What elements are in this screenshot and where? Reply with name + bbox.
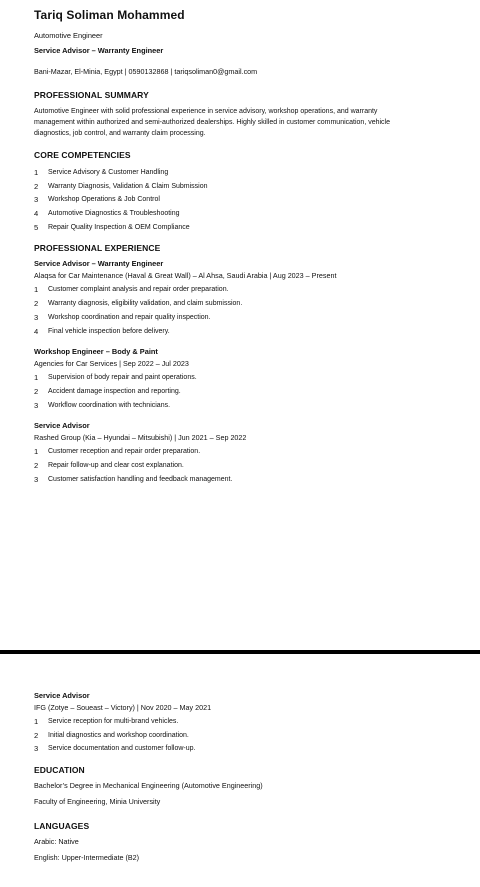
- resume-page-2: [0, 654, 480, 887]
- secondary-title: Service Advisor – Warranty Engineer: [34, 46, 164, 55]
- education-heading: EDUCATION: [34, 765, 85, 776]
- job-employer-dates: Agencies for Car Services | Sep 2022 – Jul 2023: [34, 359, 189, 369]
- list-text: Customer complaint analysis and repair order preparation.: [48, 286, 229, 294]
- job-title: Service Advisor – Warranty Engineer: [34, 259, 164, 269]
- list-number: 2: [34, 730, 39, 740]
- experience-heading: PROFESSIONAL EXPERIENCE: [34, 243, 161, 254]
- languages-heading: LANGUAGES: [34, 821, 90, 832]
- job-employer-dates: Alaqsa for Car Maintenance (Haval & Great Wall) – Al Ahsa, Saudi Arabia | Aug 2023 – Present: [34, 271, 337, 281]
- list-text: Workflow coordination with technicians.: [48, 401, 171, 409]
- list-text: Supervision of body repair and paint operations.: [48, 374, 197, 382]
- list-number: 1: [34, 285, 39, 295]
- list-item: [34, 742, 480, 756]
- job-title: Workshop Engineer – Body & Paint: [34, 347, 158, 357]
- list-number: 3: [34, 744, 39, 754]
- list-number: 2: [34, 386, 39, 396]
- summary-text: [34, 106, 446, 139]
- list-item: [34, 729, 480, 743]
- list-number: 1: [34, 168, 39, 177]
- list-item: [34, 371, 480, 385]
- list-number: 4: [34, 209, 39, 219]
- list-number: 4: [34, 326, 39, 336]
- list-number: 3: [34, 474, 39, 484]
- list-text: Final vehicle inspection before delivery.: [48, 327, 170, 335]
- list-text: Service Advisory & Customer Handling: [48, 169, 169, 176]
- candidate-name: Tariq Soliman Mohammed: [34, 8, 185, 22]
- list-text: Automotive Diagnostics & Troubleshooting: [48, 210, 180, 218]
- summary-line: Automotive Engineer with solid professional experience in service advisory, workshop operations, and warranty: [34, 108, 378, 115]
- list-text: Service reception for multi-brand vehicles.: [48, 718, 179, 725]
- list-text: Initial diagnostics and workshop coordination.: [48, 731, 189, 739]
- list-number: 2: [34, 299, 39, 309]
- list-item: [34, 445, 480, 459]
- list-text: Workshop coordination and repair quality inspection.: [48, 313, 211, 321]
- list-number: 2: [34, 181, 39, 191]
- list-text: Repair follow-up and clear cost explanation.: [48, 461, 184, 469]
- language-item: Arabic: Native: [34, 837, 79, 847]
- list-item: [34, 385, 480, 399]
- list-number: 1: [34, 717, 39, 726]
- list-item: [34, 399, 480, 413]
- list-item: [34, 297, 480, 311]
- list-item: [34, 311, 480, 325]
- list-number: 3: [34, 195, 39, 205]
- list-text: Customer satisfaction handling and feedback management.: [48, 475, 233, 483]
- job-duties-list: [34, 371, 480, 412]
- list-number: 5: [34, 222, 39, 232]
- list-number: 2: [34, 460, 39, 470]
- list-item: [34, 180, 480, 194]
- list-number: 3: [34, 400, 39, 410]
- summary-heading: PROFESSIONAL SUMMARY: [34, 90, 149, 100]
- list-item: [34, 283, 480, 297]
- job-employer-dates: Rashed Group (Kia – Hyundai – Mitsubishi) | Jun 2021 – Sep 2022: [34, 433, 247, 443]
- list-number: 1: [34, 447, 39, 457]
- list-item: [34, 221, 480, 235]
- list-text: Warranty diagnosis, eligibility validation, and claim submission.: [48, 300, 243, 308]
- list-text: Accident damage inspection and reporting.: [48, 387, 181, 395]
- competencies-list: [34, 166, 480, 234]
- job-duties-list: [34, 283, 480, 338]
- job-duties-list: [34, 445, 480, 486]
- list-text: Warranty Diagnosis, Validation & Claim Submission: [48, 182, 208, 190]
- list-text: Customer reception and repair order preparation.: [48, 448, 201, 456]
- primary-title: Automotive Engineer: [34, 31, 103, 40]
- summary-line: diagnostics, job control, and warranty claim processing.: [34, 130, 206, 137]
- competencies-heading: CORE COMPETENCIES: [34, 150, 131, 160]
- job-employer-dates: IFG (Zotye – Soueast – Victory) | Nov 2020 – May 2021: [34, 703, 212, 712]
- list-number: 1: [34, 373, 39, 383]
- list-item: [34, 715, 480, 729]
- education-school: Faculty of Engineering, Minia University: [34, 797, 161, 807]
- list-text: Service documentation and customer follow-up.: [48, 745, 196, 753]
- job-title: Service Advisor: [34, 691, 90, 700]
- list-text: Workshop Operations & Job Control: [48, 196, 160, 204]
- list-item: [34, 193, 480, 207]
- list-number: 3: [34, 312, 39, 322]
- list-item: [34, 459, 480, 473]
- job-title: Service Advisor: [34, 421, 90, 431]
- list-text: Repair Quality Inspection & OEM Compliance: [48, 223, 190, 231]
- education-degree: Bachelor’s Degree in Mechanical Engineering (Automotive Engineering): [34, 781, 263, 791]
- language-item: English: Upper-Intermediate (B2): [34, 853, 140, 863]
- list-item: [34, 166, 480, 180]
- summary-line: management within authorized and semi-authorized dealerships. Highly skilled in customer communication, vehicle: [34, 119, 391, 126]
- job-duties-list: [34, 715, 480, 756]
- contact-line: Bani-Mazar, El-Minia, Egypt | 0590132868 | tariqsoliman0@gmail.com: [34, 67, 258, 76]
- list-item: [34, 473, 480, 487]
- list-item: [34, 325, 480, 339]
- list-item: [34, 207, 480, 221]
